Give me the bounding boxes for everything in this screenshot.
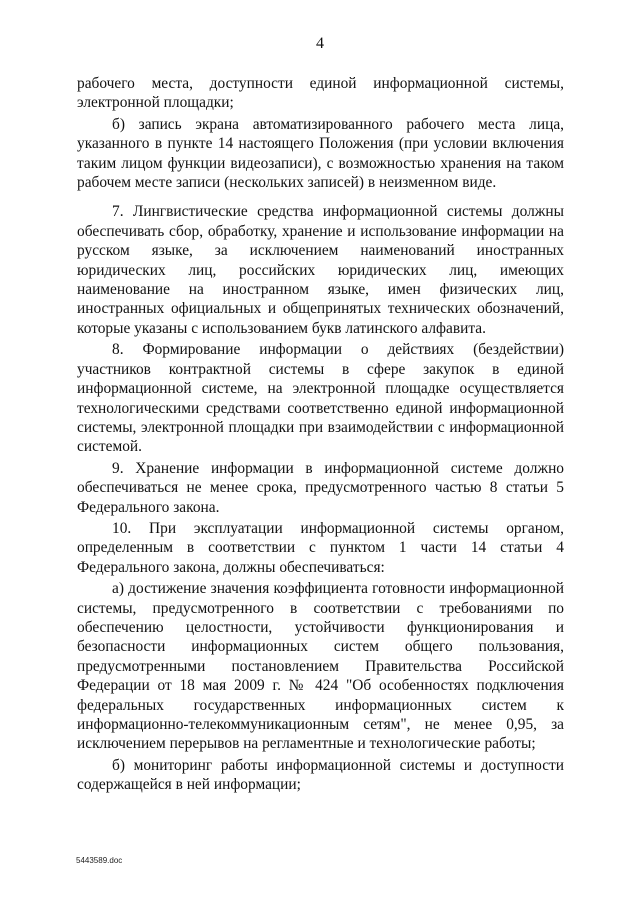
paragraph-10-system-operation: 10. При эксплуатации информационной системы органом, определенным в соответствии с пунктом 1 части 14 статьи 4 Федерального закона, должны обеспечиваться: (77, 519, 564, 576)
document-filename-footer: 5443589.doc (76, 856, 123, 865)
paragraph-8-information-formation: 8. Формирование информации о действиях (бездействии) участников контрактной системы в сфере закупок в единой информационной системе, на электронной площадке осуществляется технологическими средствами соответственно единой информационной системы, электронной площадки при взаимодействии с информационной системой. (77, 341, 564, 456)
page-number: 4 (316, 35, 324, 52)
paragraph-continuation: рабочего места, доступности единой информационной системы, электронной площадки; (77, 75, 564, 112)
document-body (77, 74, 564, 795)
paragraph-10b-monitoring: б) мониторинг работы информационной системы и доступности содержащейся в ней информации; (77, 756, 564, 794)
paragraph-9-information-storage: 9. Хранение информации в информационной системе должно обеспечиваться не менее срока, предусмотренного частью 8 статьи 5 Федерального закона. (77, 459, 564, 516)
paragraph-7-linguistic-means: 7. Лингвистические средства информационной системы должны обеспечивать сбор, обработку, хранение и использование информации на русском языке, за исключением наименований иностранных юридических лиц, российских юридических лиц, имеющих наименование на иностранном языке, имен физических лиц, иностранных официальных и общепринятых технических обозначений, которые указаны с использованием букв латинского алфавита. (77, 203, 564, 337)
paragraph-item-b-screen-recording: б) запись экрана автоматизированного рабочего места лица, указанного в пункте 14 настоящего Положения (при условии включения таким лицом функции видеозаписи), с возможностью хранения на таком рабочем месте записи (нескольких записей) в неизменном виде. (77, 115, 564, 192)
paragraph-10a-readiness-coefficient: а) достижение значения коэффициента готовности информационной системы, предусмотренного в соответствии с требованиями по обеспечению целостности, устойчивости функционирования и безопасности информационных систем общего пользования, предусмотренными постановлением Правительства Российской Федерации от 18 мая 2009 г. № 424 "Об особенностях подключения федеральных государственных информационных систем к информационно-телекоммуникационным сетям", не менее 0,95, за исключением перерывов на регламентные и технологические работы; (77, 580, 564, 753)
